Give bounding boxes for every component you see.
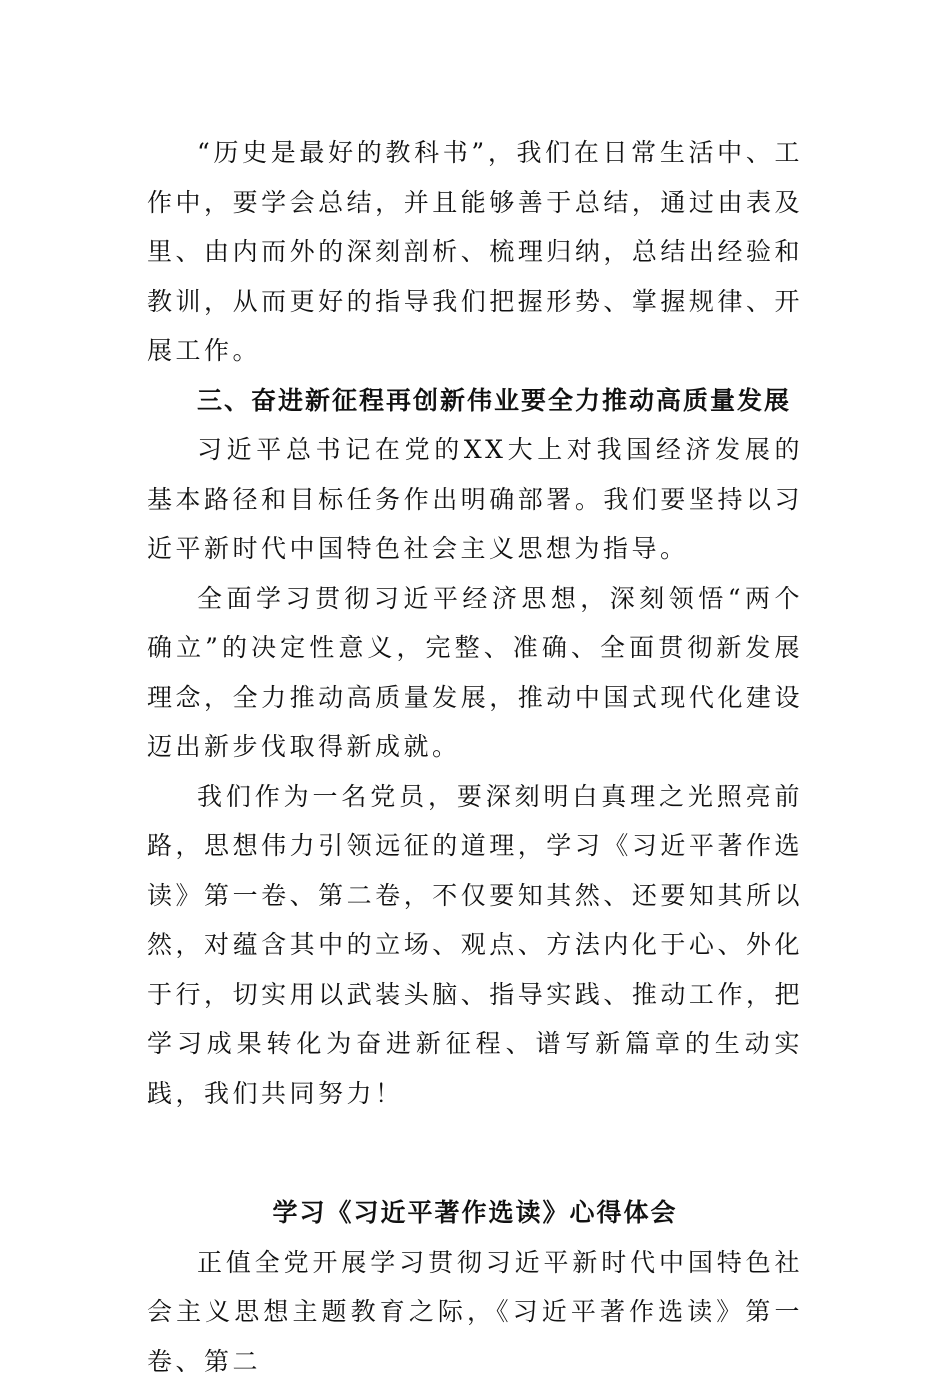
paragraph-party-member: 我们作为一名党员，要深刻明白真理之光照亮前路，思想伟力引领远征的道理，学习《习近平著作选读》第一卷、第二卷，不仅要知其然、还要知其所以然，对蕴含其中的立场、观点、方法内化于心、外化于行，切实用以武装头脑、指导实践、推动工作，把学习成果转化为奋进新征程、谱写新篇章的生动实践，我们共同努力！ xyxy=(147,772,803,1119)
paragraph-economic-thought: 全面学习贯彻习近平经济思想，深刻领悟“两个确立”的决定性意义，完整、准确、全面贯彻新发展理念，全力推动高质量发展，推动中国式现代化建设迈出新步伐取得新成就。 xyxy=(147,574,803,772)
paragraph-theme-education: 正值全党开展学习贯彻习近平新时代中国特色社会主义思想主题教育之际，《习近平著作选读》第一卷、第二 xyxy=(147,1238,803,1386)
article-title: 学习《习近平著作选读》心得体会 xyxy=(147,1188,803,1238)
paragraph-economic-deployment: 习近平总书记在党的XX大上对我国经济发展的基本路径和目标任务作出明确部署。我们要坚持以习近平新时代中国特色社会主义思想为指导。 xyxy=(147,425,803,574)
paragraph-history-textbook: “历史是最好的教科书”，我们在日常生活中、工作中，要学会总结，并且能够善于总结，通过由表及里、由内而外的深刻剖析、梳理归纳，总结出经验和教训，从而更好的指导我们把握形势、掌握规律、开展工作。 xyxy=(147,128,803,376)
section-heading-three: 三、奋进新征程再创新伟业要全力推动高质量发展 xyxy=(147,376,803,426)
section-gap xyxy=(147,1118,803,1188)
document-body xyxy=(147,128,803,1386)
